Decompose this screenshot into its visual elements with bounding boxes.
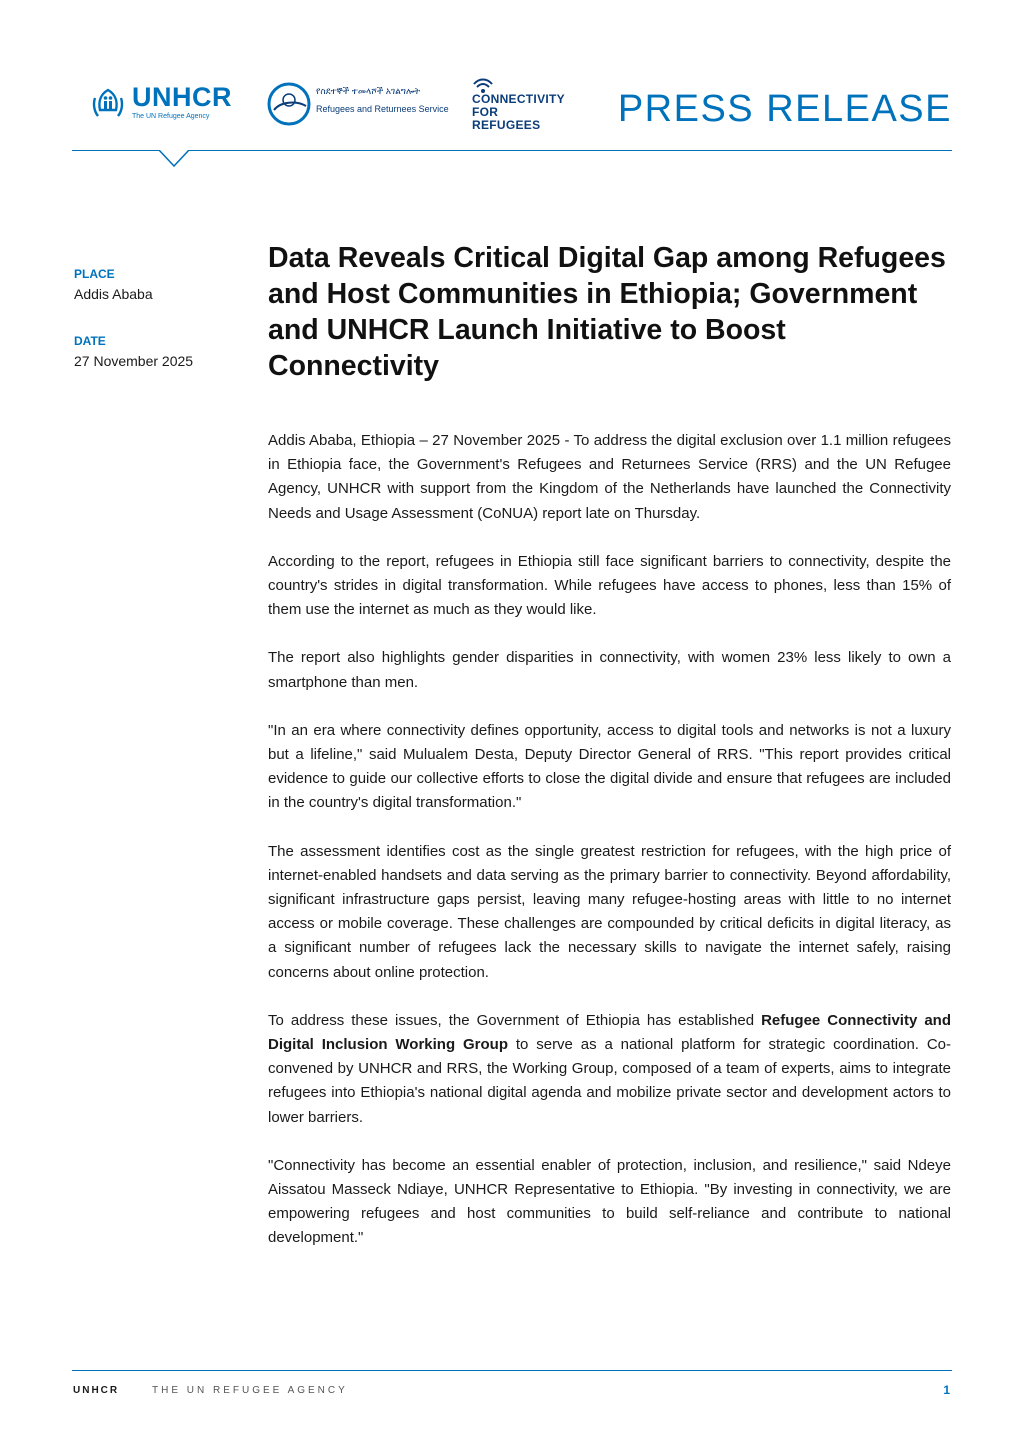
- press-release-headline: Data Reveals Critical Digital Gap among Refugees and Host Communities in Ethiopia; Government and UNHCR Launch Initiative to Boost Connectivity: [268, 242, 946, 382]
- unhcr-logo: [88, 82, 238, 122]
- body-paragraph-4: "In an era where connectivity defines opportunity, access to digital tools and networks is not a luxury but a lifeline," said Mulualem Desta, Deputy Director General of RRS. "This report provides critical evidence to guide our collective efforts to close the digital divide and ensure that refugees are included in the country's digital transformation.": [268, 721, 951, 812]
- rrs-logo-english: Refugees and Returnees Service: [316, 104, 449, 114]
- body-paragraph-3: The report also highlights gender disparities in connectivity, with women 23% less likely to own a smartphone than men.: [268, 649, 951, 691]
- page-number: 1: [943, 1383, 950, 1397]
- working-group-name: Refugee Connectivity and Digital Inclusion Working Group: [268, 1011, 952, 1054]
- body-paragraph-6: [268, 1009, 951, 1130]
- document-type-title: PRESS RELEASE: [617, 88, 952, 130]
- place-value: Addis Ababa: [74, 286, 153, 302]
- body-paragraph-5: The assessment identifies cost as the single greatest restriction for refugees, with the high price of internet-enabled handsets and data serving as the primary barrier to connectivity. Beyond affordability, significant infrastructure gaps persist, leaving many refugee-hosting areas with little to no internet access or mobile coverage. These challenges are compounded by critical deficits in digital literacy, as a significant number of refugees lack the necessary skills to navigate the internet safely, raising concerns about online protection.: [268, 842, 951, 981]
- body-paragraph-6-rest: to serve as a national platform for strategic coordination. Co-convened by UNHCR and RRS, the Working Group, composed of a team of experts, aims to integrate refugees into Ethiopia's national digital agenda and mobilize private sector and development actors to lower barriers.: [268, 1036, 951, 1126]
- body-paragraph-6-lead: To address these issues, the Government of Ethiopia has established: [268, 1011, 762, 1029]
- rrs-logo-amharic: የስደተኞች ተመላሾች አገልግሎት: [316, 86, 421, 96]
- cfr-logo-line2: FOR: [472, 105, 499, 119]
- body-paragraph-2: According to the report, refugees in Ethiopia still face significant barriers to connectivity, despite the country's strides in digital transformation. While refugees have access to phones, less than 15% of them use the internet as much as they would like.: [268, 552, 951, 619]
- footer-divider: [72, 1370, 952, 1371]
- cfr-logo-line1: CONNECTIVITY: [472, 92, 565, 106]
- rrs-logo: [266, 80, 451, 128]
- connectivity-for-refugees-logo: [472, 76, 582, 132]
- page-header: [72, 70, 952, 140]
- date-value: 27 November 2025: [74, 353, 194, 369]
- body-paragraph-7: "Connectivity has become an essential enabler of protection, inclusion, and resilience," said Ndeye Aissatou Masseck Ndiaye, UNHCR Representative to Ethiopia. "By investing in connectivity, we are empowering refugees and host communities to build self-reliance and contribute to national development.": [268, 1156, 951, 1247]
- unhcr-logo-wordmark: UNHCR: [132, 82, 232, 112]
- date-label: DATE: [74, 334, 106, 348]
- unhcr-emblem-icon: [88, 84, 128, 124]
- rrs-emblem-icon: [266, 80, 312, 128]
- footer-tagline: THE UN REFUGEE AGENCY: [152, 1385, 348, 1396]
- header-divider-notch: [159, 150, 189, 168]
- footer-org-name: UNHCR: [73, 1385, 120, 1396]
- header-divider: [72, 150, 952, 151]
- body-paragraph-1: Addis Ababa, Ethiopia – 27 November 2025 - To address the digital exclusion over 1.1 million refugees in Ethiopia face, the Government's Refugees and Returnees Service (RRS) and the UN Refugee Agency, UNHCR with support from the Kingdom of the Netherlands have launched the Connectivity Needs and Usage Assessment (CoNUA) report late on Thursday.: [268, 432, 951, 522]
- unhcr-logo-tagline: The UN Refugee Agency: [132, 113, 210, 120]
- place-label: PLACE: [74, 267, 115, 281]
- cfr-logo-line3: REFUGEES: [472, 118, 541, 132]
- press-release-body: [268, 429, 951, 1275]
